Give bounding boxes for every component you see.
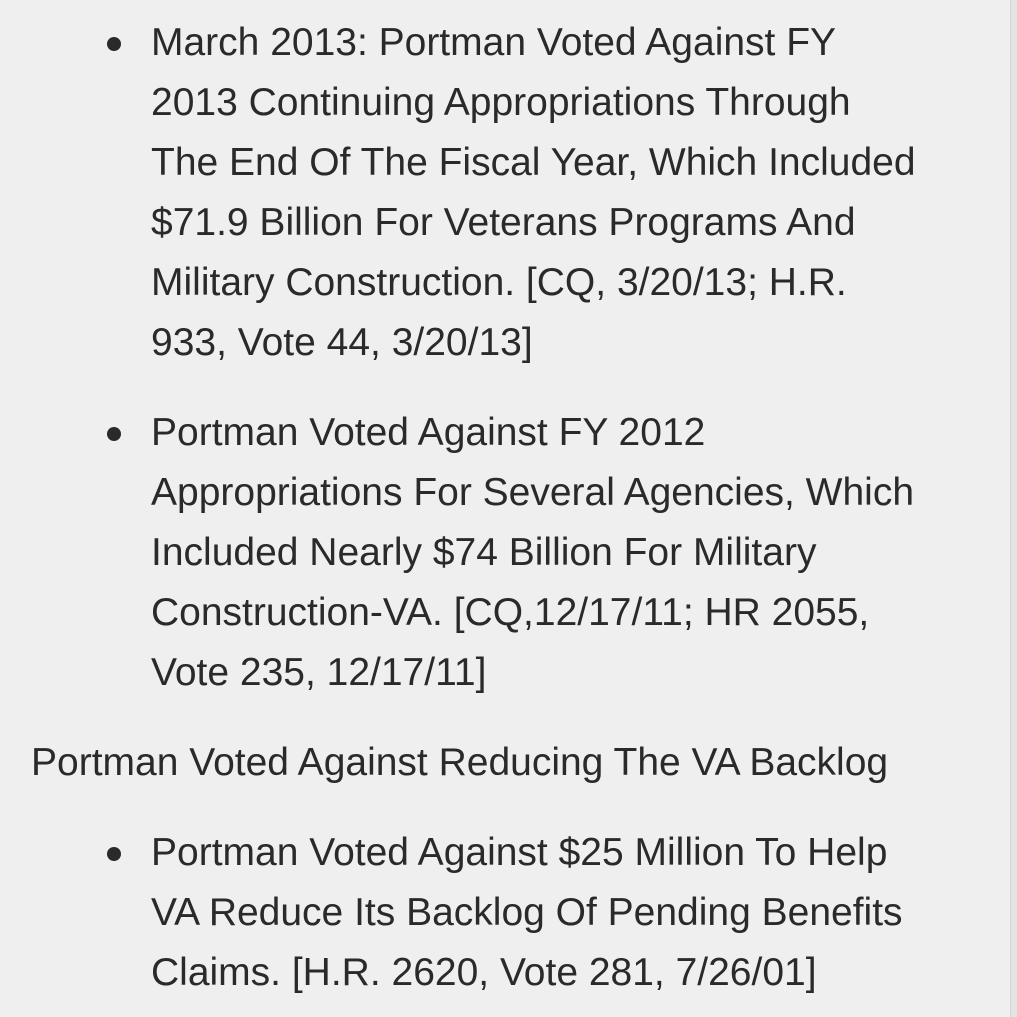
bullet-icon [107, 37, 121, 51]
item-line: The End Of The Fiscal Year, Which Included [151, 141, 916, 184]
item-line: Appropriations For Several Agencies, Which [151, 471, 915, 514]
item-line: Vote 235, 12/17/11] [151, 651, 487, 694]
item-line: March 2013: Portman Voted Against FY [151, 21, 837, 64]
item-line: Included Nearly $74 Billion For Military [151, 531, 817, 574]
item-line: Claims. [H.R. 2620, Vote 281, 7/26/01] [151, 951, 817, 994]
item-line: $71.9 Billion For Veterans Programs And [151, 201, 856, 244]
list-item [151, 403, 971, 703]
item-line: 933, Vote 44, 3/20/13] [151, 321, 533, 364]
item-line: Portman Voted Against $25 Million To Help [151, 831, 888, 874]
bullet-icon [107, 427, 121, 441]
page-edge [1010, 0, 1017, 1017]
section-heading: Portman Voted Against Reducing The VA Backlog [31, 741, 889, 784]
item-line: VA Reduce Its Backlog Of Pending Benefits [151, 891, 903, 934]
list-item [151, 13, 971, 373]
item-line: Portman Voted Against FY 2012 [151, 411, 706, 454]
item-line: Military Construction. [CQ, 3/20/13; H.R. [151, 261, 847, 304]
list-item [151, 823, 971, 1003]
item-line: Construction-VA. [CQ,12/17/11; HR 2055, [151, 591, 870, 634]
bullet-icon [107, 847, 121, 861]
item-line: 2013 Continuing Appropriations Through [151, 81, 851, 124]
